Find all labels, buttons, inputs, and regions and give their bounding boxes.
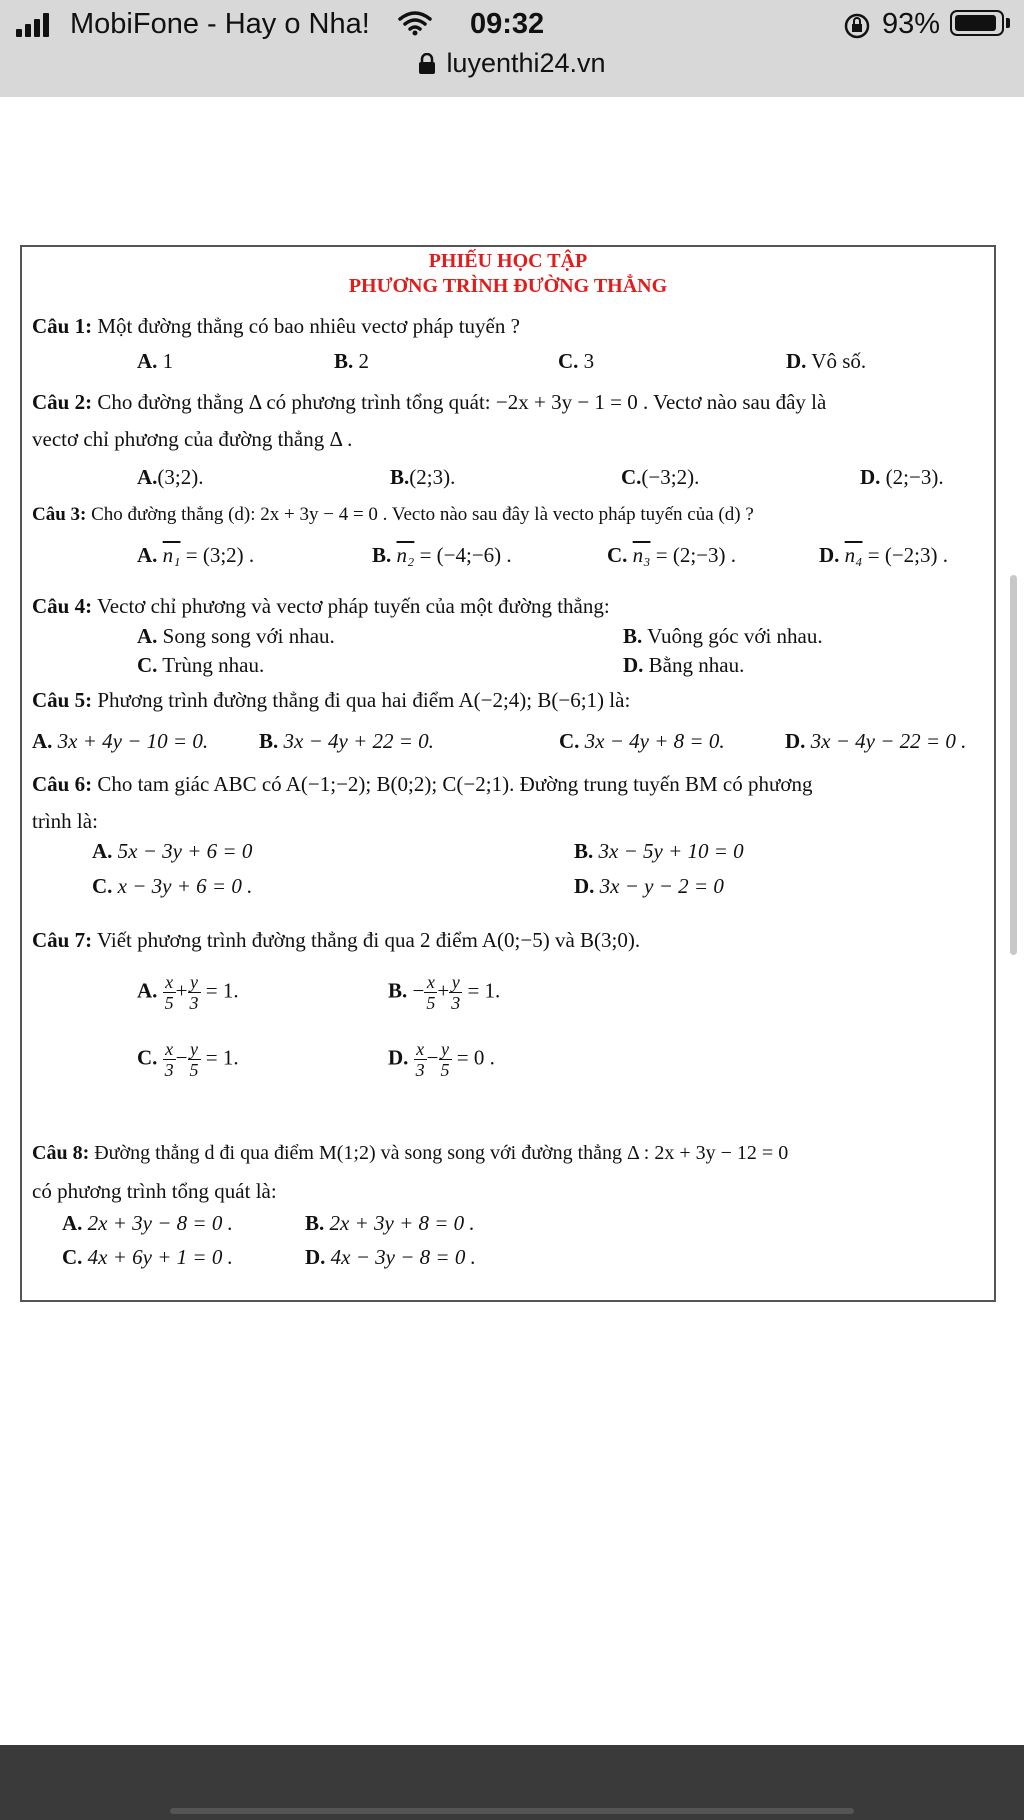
url-text: luyenthi24.vn [446, 48, 606, 78]
q5-option-d[interactable]: D. 3x − 4y − 22 = 0 . [785, 729, 967, 753]
q2-option-d[interactable]: D. (2;−3). [860, 465, 944, 489]
q2-option-b[interactable]: B.(2;3). [390, 465, 456, 489]
q2-option-a[interactable]: A.(3;2). [137, 465, 204, 489]
battery-tip [1006, 18, 1010, 28]
clock: 09:32 [470, 8, 545, 40]
q3-option-d[interactable]: D. n₄ = (−2;3) . [819, 543, 948, 567]
q6-option-b[interactable]: B. 3x − 5y + 10 = 0 [574, 839, 744, 863]
battery-icon [950, 10, 1004, 36]
worksheet-title: PHIẾU HỌC TẬP [428, 250, 588, 272]
q7-option-b[interactable]: B. − $\frac{x}{5}$ + $\frac{y}{3}$ = 1. [388, 972, 501, 1013]
q4-option-b[interactable]: B. Vuông góc với nhau. [623, 624, 823, 648]
wifi-icon [398, 10, 432, 41]
q3-option-a[interactable]: A. n₁ = (3;2) . [137, 543, 255, 567]
worksheet [20, 245, 996, 1302]
q2-option-c[interactable]: C.(−3;2). [621, 465, 700, 489]
q5-option-b[interactable]: B. 3x − 4y + 22 = 0. [259, 729, 434, 753]
rotation-lock-icon [843, 12, 871, 45]
question-1: Câu 1: Một đường thẳng có bao nhiêu vectơ pháp tuyến ? [32, 314, 520, 338]
q1-option-c[interactable]: C. 3 [558, 349, 595, 373]
battery-level-fill [955, 15, 996, 31]
question-6-cont: trình là: [32, 809, 98, 833]
question-2: Câu 2: Cho đường thẳng Δ có phương trình tổng quát: −2x + 3y − 1 = 0 . Vectơ nào sau đây là [32, 390, 827, 414]
question-8: Câu 8: Đường thẳng d đi qua điểm M(1;2) và song song với đường thẳng Δ : 2x + 3y − 12 = 0 [32, 1142, 789, 1164]
q1-option-a[interactable]: A. 1 [137, 349, 174, 373]
q3-option-b[interactable]: B. n₂ = (−4;−6) . [372, 543, 512, 567]
signal-icon [16, 13, 49, 37]
question-7: Câu 7: Viết phương trình đường thẳng đi qua 2 điểm A(0;−5) và B(3;0). [32, 928, 641, 952]
question-5: Câu 5: Phương trình đường thẳng đi qua hai điểm A(−2;4); B(−6;1) là: [32, 688, 631, 712]
home-indicator[interactable] [170, 1808, 854, 1814]
q4-option-c[interactable]: C. Trùng nhau. [137, 653, 265, 677]
question-4: Câu 4: Vectơ chỉ phương và vectơ pháp tuyến của một đường thẳng: [32, 594, 610, 618]
question-6: Câu 6: Cho tam giác ABC có A(−1;−2); B(0;2); C(−2;1). Đường trung tuyến BM có phương [32, 772, 813, 796]
q1-option-d[interactable]: D. Vô số. [786, 349, 867, 373]
battery-percent: 93% [882, 8, 941, 40]
scrollbar[interactable] [1010, 575, 1017, 955]
q6-option-d[interactable]: D. 3x − y − 2 = 0 [574, 874, 724, 898]
address-bar[interactable] [0, 48, 1024, 82]
question-2-cont: vectơ chỉ phương của đường thẳng Δ . [32, 427, 353, 451]
q6-option-a[interactable]: A. 5x − 3y + 6 = 0 [92, 839, 253, 863]
q6-option-c[interactable]: C. x − 3y + 6 = 0 . [92, 874, 253, 898]
q4-option-a[interactable]: A. Song song với nhau. [137, 624, 335, 648]
q5-option-c[interactable]: C. 3x − 4y + 8 = 0. [559, 729, 725, 753]
worksheet-subtitle: PHƯƠNG TRÌNH ĐƯỜNG THẲNG [348, 275, 668, 297]
q8-option-b[interactable]: B. 2x + 3y + 8 = 0 . [305, 1211, 475, 1235]
q1-option-b[interactable]: B. 2 [334, 349, 370, 373]
q3-option-c[interactable]: C. n₃ = (2;−3) . [607, 543, 736, 567]
q4-option-d[interactable]: D. Bằng nhau. [623, 653, 745, 677]
q7-option-a[interactable]: A. $\frac{x}{5}$ + $\frac{y}{3}$ = 1. [137, 972, 239, 1013]
q5-option-a[interactable]: A. 3x + 4y − 10 = 0. [32, 729, 209, 753]
carrier-name: MobiFone - Hay o Nha! [70, 8, 370, 40]
q7-option-c[interactable]: C. $\frac{x}{3}$ − $\frac{y}{5}$ = 1. [137, 1039, 239, 1080]
q8-option-a[interactable]: A. 2x + 3y − 8 = 0 . [62, 1211, 233, 1235]
question-8-cont: có phương trình tổng quát là: [32, 1179, 277, 1203]
status-bar [0, 0, 1024, 97]
q8-option-d[interactable]: D. 4x − 3y − 8 = 0 . [305, 1245, 476, 1269]
question-3: Câu 3: Cho đường thẳng (d): 2x + 3y − 4 = 0 . Vecto nào sau đây là vecto pháp tuyến của (d) ? [32, 504, 754, 525]
padlock-icon [418, 51, 436, 82]
q7-option-d[interactable]: D. $\frac{x}{3}$ − $\frac{y}{5}$ = 0 . [388, 1039, 495, 1080]
q8-option-c[interactable]: C. 4x + 6y + 1 = 0 . [62, 1245, 233, 1269]
